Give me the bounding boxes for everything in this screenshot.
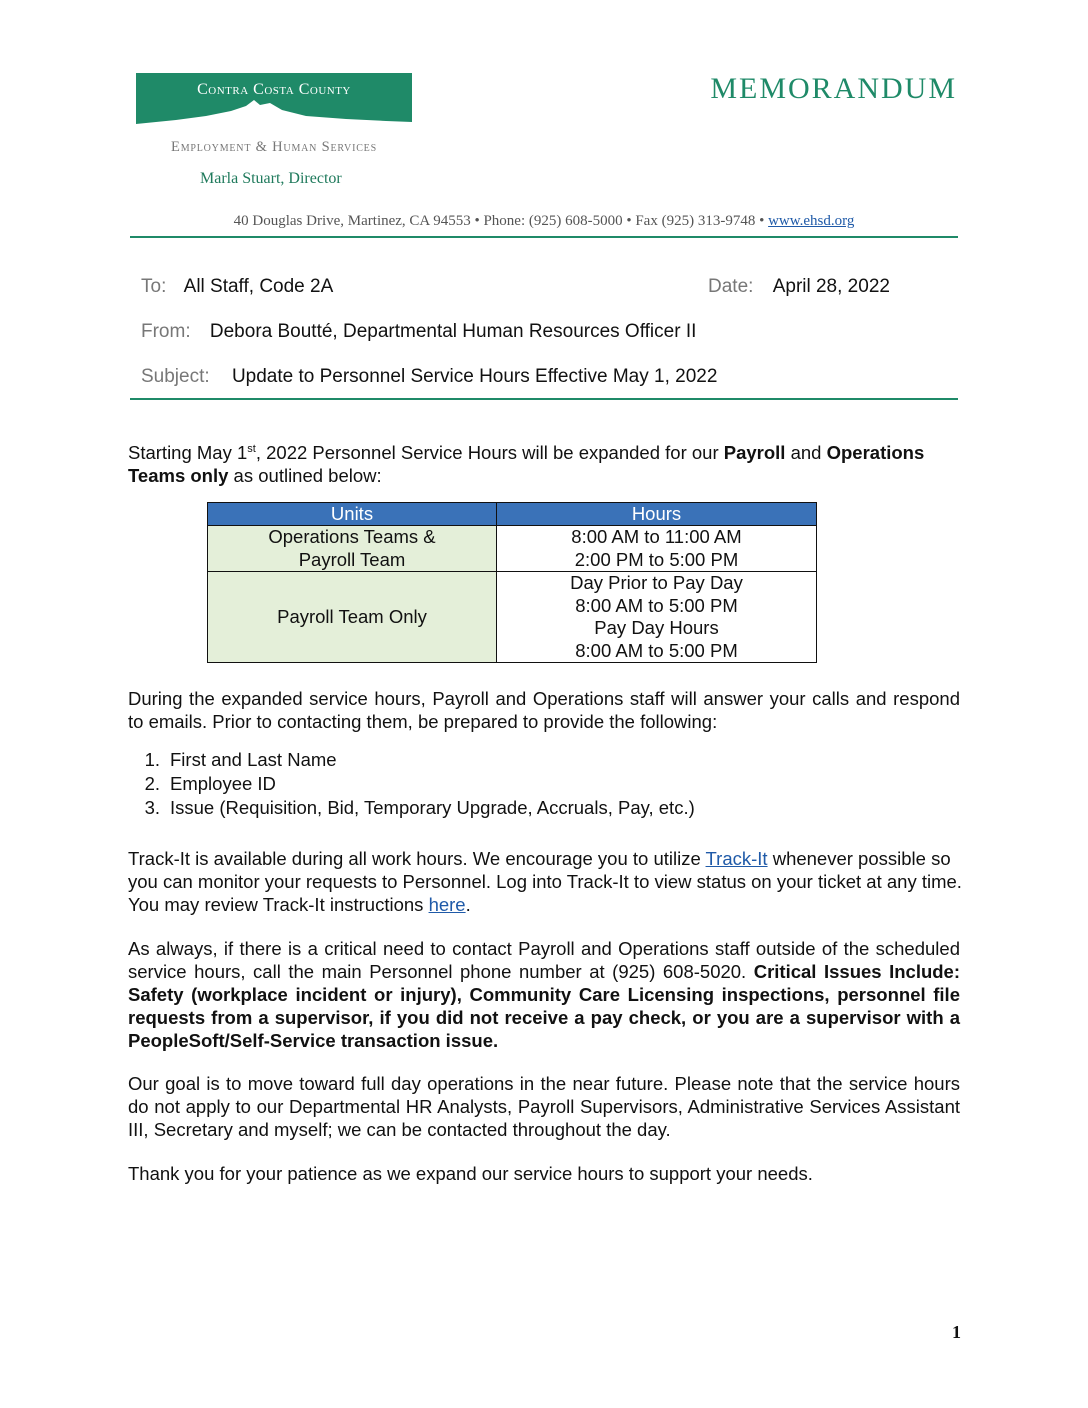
- mountain-icon: [136, 98, 412, 132]
- service-hours-table: [207, 502, 817, 663]
- unit-line: Payroll Team: [298, 548, 406, 570]
- critical-issues-bold: Critical Issues Include: Safety (workplace incident or injury), Community Care Licensing inspections, personnel file requests from a supervisor, if you did not receive a pay check, or you are a supervisor with a PeopleSoft/Self-Service transaction issue.: [128, 961, 961, 1051]
- from-field: [141, 321, 696, 343]
- trackit-link[interactable]: Track-It: [705, 848, 768, 869]
- hours-line: 8:00 AM to 5:00 PM: [575, 594, 738, 616]
- date-value: April 28, 2022: [772, 276, 890, 297]
- intro-text-4: as outlined below:: [228, 465, 382, 486]
- list-item: [128, 749, 960, 773]
- intro-text-2: , 2022 Personnel Service Hours will be expanded for our: [255, 442, 724, 463]
- required-info-list: [128, 749, 960, 821]
- intro-paragraph: [128, 441, 960, 487]
- table-header-row: [208, 503, 817, 526]
- list-number: 1.: [144, 749, 160, 770]
- unit-cell: [208, 572, 497, 663]
- table-row: [208, 572, 817, 663]
- list-text: Employee ID: [170, 773, 276, 794]
- website-link[interactable]: www.ehsd.org: [768, 213, 855, 229]
- critical-text: As always, if there is a critical need to contact Payroll and Operations staff outside of the scheduled service hours, call the main Personnel phone number at (925) 608-5020.: [128, 938, 960, 982]
- subject-field: [141, 366, 717, 388]
- trackit-text-3: .: [465, 894, 471, 915]
- hours-line: Pay Day Hours: [594, 617, 719, 638]
- county-logo: [136, 73, 412, 132]
- goal-paragraph: Our goal is to move toward full day operations in the near future. Please note that the service hours do not apply to our Departmental HR Analysts, Payroll Supervisors, Administrative Services Assistant III, Secretary and myself; we can be contacted throughout the day.: [128, 1073, 960, 1140]
- memo-title: MEMORANDUM: [710, 72, 957, 105]
- hours-line: 2:00 PM to 5:00 PM: [574, 548, 739, 570]
- from-value: Debora Boutté, Departmental Human Resources Officer II: [209, 321, 697, 342]
- critical-paragraph: [128, 937, 960, 1052]
- department-name: Employment & Human Services: [171, 139, 377, 155]
- hours-cell: [497, 526, 817, 572]
- intro-text-3: and: [785, 442, 827, 463]
- trackit-paragraph: [128, 847, 963, 916]
- intro-bold-operations: Operations Teams only: [128, 442, 925, 486]
- logo-org-name: Contra Costa County: [197, 81, 351, 98]
- unit-line: Operations Teams &: [268, 526, 436, 547]
- list-text: First and Last Name: [170, 749, 337, 770]
- header-divider: [130, 236, 958, 238]
- table-row: [208, 526, 817, 572]
- unit-line: Payroll Team Only: [277, 605, 427, 627]
- hours-line: 8:00 AM to 5:00 PM: [575, 639, 738, 661]
- hours-cell: [497, 572, 817, 663]
- address-line: [130, 213, 958, 230]
- subject-value: Update to Personnel Service Hours Effective May 1, 2022: [231, 366, 718, 387]
- list-number: 3.: [144, 797, 160, 818]
- list-item: [128, 773, 960, 797]
- intro-sup: st: [247, 442, 256, 455]
- director-name: Marla Stuart, Director: [200, 170, 342, 187]
- trackit-text-1: Track-It is available during all work hours. We encourage you to utilize: [128, 848, 706, 869]
- list-text: Issue (Requisition, Bid, Temporary Upgrade, Accruals, Pay, etc.): [170, 797, 695, 818]
- subject-label: Subject:: [141, 366, 210, 387]
- intro-text-1: Starting May 1: [128, 442, 248, 463]
- hours-line: Day Prior to Pay Day: [570, 572, 743, 593]
- header-units: Units: [208, 503, 497, 526]
- closing-paragraph: Thank you for your patience as we expand our service hours to support your needs.: [128, 1163, 813, 1184]
- address-text: 40 Douglas Drive, Martinez, CA 94553 • Phone: (925) 608-5000 • Fax (925) 313-9748 •: [233, 213, 765, 229]
- list-number: 2.: [144, 773, 160, 794]
- instructions-here-link[interactable]: here: [428, 894, 466, 915]
- date-label: Date:: [708, 276, 754, 297]
- header-hours: Hours: [497, 503, 817, 526]
- to-value: All Staff, Code 2A: [183, 276, 334, 297]
- list-item: [128, 797, 960, 821]
- from-label: From:: [141, 321, 191, 342]
- page-number: 1: [952, 1322, 961, 1342]
- to-field: [141, 276, 333, 298]
- trackit-text-2: whenever possible so you can monitor your requests to Personnel. Log into Track-It to view status on your ticket at any time. You may review Track-It instructions: [128, 848, 962, 915]
- intro-bold-payroll: Payroll: [723, 442, 786, 463]
- unit-cell: [208, 526, 497, 572]
- date-field: [708, 276, 890, 298]
- hours-line: 8:00 AM to 11:00 AM: [571, 526, 742, 547]
- to-label: To:: [141, 276, 167, 297]
- expanded-hours-paragraph: During the expanded service hours, Payroll and Operations staff will answer your calls and respond to emails. Prior to contacting them, be prepared to provide the following:: [128, 688, 960, 732]
- subject-divider: [130, 398, 958, 400]
